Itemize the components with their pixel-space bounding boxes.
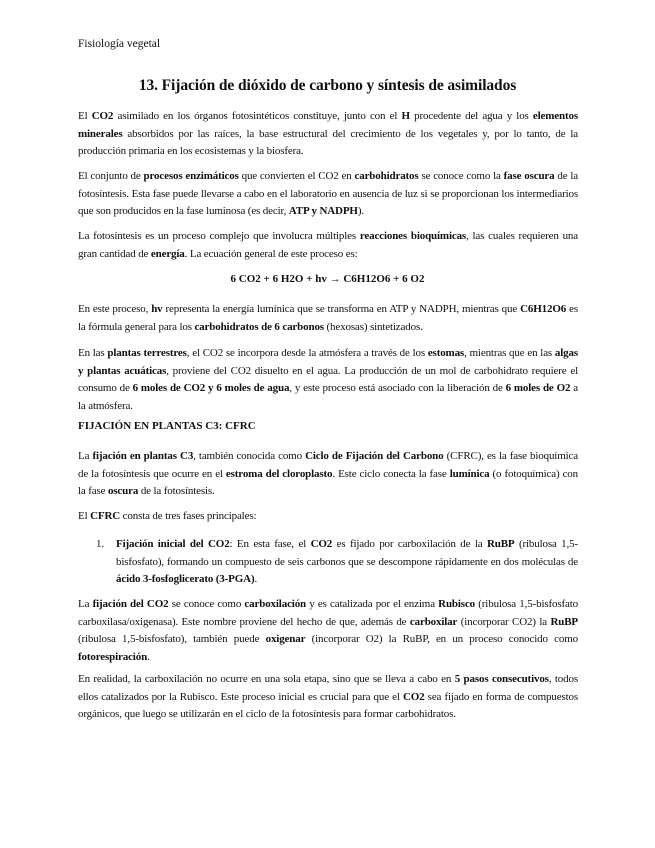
running-header: Fisiología vegetal [78, 38, 161, 50]
paragraph-co2-assimilation: El CO2 asimilado en los órganos fotosintéticos constituye, junto con el H procedente del agua y los elementos minerales absorbidos por las raíces, la base estructural del crecimiento de los vegetales y, por lo tanto, de la producción primaria en los ecosistemas y la biosfera. [78, 110, 578, 157]
list-item-text: Fijación inicial del CO2: En esta fase, el CO2 es fijado por carboxilación de la RuBP (ribulosa 1,5-bisfosfato), formando un compuesto de seis carbonos que se descompone rápidamente en dos moléculas de ácido 3-fosfoglicerato (3-PGA). [116, 538, 578, 585]
paragraph-dark-phase: El conjunto de procesos enzimáticos que convierten el CO2 en carbohidratos se conoce como la fase oscura de la fotosíntesis. Esta fase puede llevarse a cabo en el laboratorio en ausencia de luz si se proporcionan los intermediarios que son producidos en la fase luminosa (es decir, ATP y NADPH). [78, 170, 579, 217]
paragraph-cfrc-phases: El CFRC consta de tres fases principales: [78, 510, 257, 522]
paragraph-equation-explanation: En este proceso, hv representa la energía lumínica que se transforma en ATP y NADPH, mientras que C6H12O6 es la fórmula general para los carbohidratos de 6 carbonos (hexosas) sintetizados. [78, 303, 578, 333]
section-title: 13. Fijación de dióxido de carbono y síntesis de asimilados [138, 77, 517, 94]
photosynthesis-equation: 6 CO2 + 6 H2O + hv → C6H12O6 + 6 O2 [230, 273, 425, 285]
paragraph-terrestrial-aquatic: En las plantas terrestres, el CO2 se incorpora desde la atmósfera a través de los estomas, mientras que en las algas y plantas acuáticas, proviene del CO2 disuelto en el agua. La producción de un mol de carbohidrato requiere el consumo de 6 moles de CO2 y 6 moles de agua, y este proceso está asociado con la liberación de 6 moles de O2 a la atmósfera. [78, 347, 579, 412]
section-heading-c3: FIJACIÓN EN PLANTAS C3: CFRC [78, 420, 256, 432]
list-number: 1. [96, 538, 104, 550]
paragraph-photosynthesis: La fotosíntesis es un proceso complejo que involucra múltiples reacciones bioquímicas, las cuales requieren una gran cantidad de energía. La ecuación general de este proceso es: [78, 230, 579, 260]
paragraph-c3-fixation: La fijación en plantas C3, también conocida como Ciclo de Fijación del Carbono (CFRC), es la fase bioquímica de la fotosíntesis que ocurre en el estroma del cloroplasto. Este ciclo conecta la fase lumínica (o fotoquímica) con la fase oscura de la fotosíntesis. [78, 450, 579, 497]
paragraph-carboxylation-steps: En realidad, la carboxilación no ocurre en una sola etapa, sino que se lleva a cabo en 5 pasos consecutivos, todos ellos catalizados por la Rubisco. Este proceso inicial es crucial para que el CO2 sea fijado en forma de compuestos orgánicos, que luego se utilizarán en el ciclo de la fotosíntesis para formar carbohidratos. [78, 673, 578, 720]
paragraph-rubisco: La fijación del CO2 se conoce como carboxilación y es catalizada por el enzima Rubisco (ribulosa 1,5-bisfosfato carboxilasa/oxigenasa). Este nombre proviene del hecho de que, además de carboxilar (incorporar CO2) la RuBP (ribulosa 1,5-bisfosfato), también puede oxigenar (incorporar O2) la RuBP, en un proceso conocido como fotorespiración. [78, 598, 578, 663]
list-item [96, 536, 578, 589]
